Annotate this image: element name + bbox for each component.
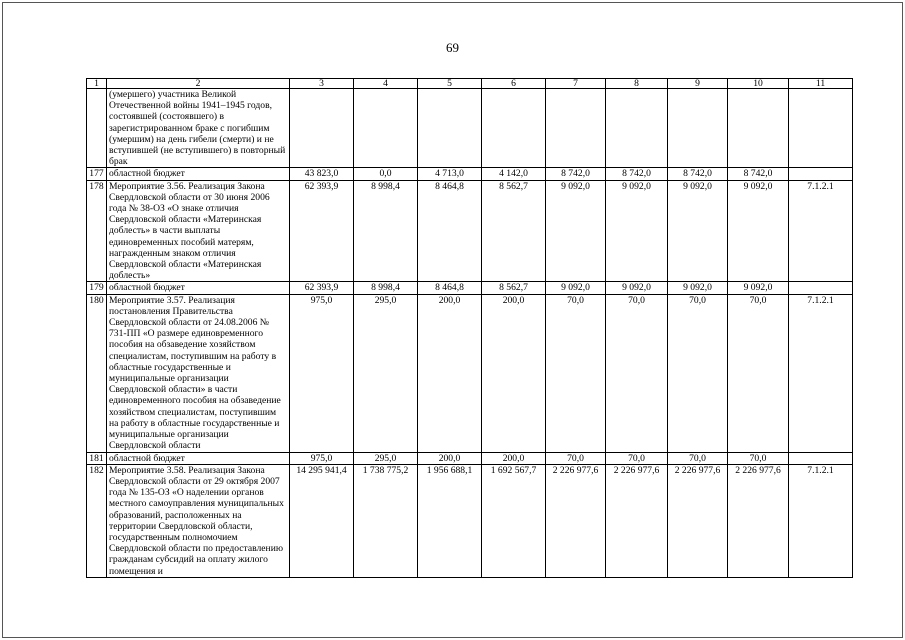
page-number: 69 <box>446 40 459 55</box>
value-cell: 2 226 977,6 <box>728 464 789 577</box>
row-number-cell <box>87 89 107 168</box>
column-header: 8 <box>606 79 668 89</box>
value-cell <box>354 89 418 168</box>
value-cell: 200,0 <box>482 452 546 464</box>
value-cell: 70,0 <box>546 294 606 452</box>
target-code-cell <box>789 452 853 464</box>
table-row <box>87 89 853 168</box>
value-cell: 8 464,8 <box>418 282 482 294</box>
value-cell: 9 092,0 <box>606 180 668 282</box>
value-cell: 295,0 <box>354 294 418 452</box>
description-cell: Мероприятие 3.56. Реализация Закона Свердловской области от 30 июня 2006 года № 38-ОЗ «О знаке отличия Свердловской области «Материнская доблесть» в части выплаты единовременных пособий матерям, награжденным знаком отличия Свердловской области «Материнская доблесть» <box>107 180 290 282</box>
value-cell: 70,0 <box>546 452 606 464</box>
value-cell: 1 692 567,7 <box>482 464 546 577</box>
row-number-cell: 178 <box>87 180 107 282</box>
value-cell: 70,0 <box>668 452 728 464</box>
target-code-cell <box>789 89 853 168</box>
table-row <box>87 180 853 282</box>
value-cell: 4 713,0 <box>418 168 482 180</box>
value-cell: 9 092,0 <box>546 180 606 282</box>
column-header: 4 <box>354 79 418 89</box>
column-header: 9 <box>668 79 728 89</box>
value-cell: 8 742,0 <box>668 168 728 180</box>
value-cell: 200,0 <box>482 294 546 452</box>
row-number-cell: 181 <box>87 452 107 464</box>
value-cell: 9 092,0 <box>546 282 606 294</box>
value-cell: 295,0 <box>354 452 418 464</box>
value-cell: 8 998,4 <box>354 180 418 282</box>
value-cell <box>728 89 789 168</box>
target-code-cell <box>789 282 853 294</box>
value-cell: 14 295 941,4 <box>290 464 354 577</box>
row-number-cell: 177 <box>87 168 107 180</box>
value-cell: 8 562,7 <box>482 282 546 294</box>
description-cell: областной бюджет <box>107 168 290 180</box>
description-cell: областной бюджет <box>107 282 290 294</box>
description-cell: Мероприятие 3.57. Реализация постановления Правительства Свердловской области от 24.08.2006 № 731-ПП «О размере единовременного пособия на обзаведение хозяйством специалистам, поступившим на работу в областные государственные и муниципальные организации Свердловской области» в части единовременного пособия на обзаведение хозяйством специалистам, поступившим на работу в областные государственные и муниципальные организации Свердловской области <box>107 294 290 452</box>
value-cell <box>290 89 354 168</box>
value-cell: 975,0 <box>290 452 354 464</box>
column-header: 10 <box>728 79 789 89</box>
value-cell: 1 738 775,2 <box>354 464 418 577</box>
row-number-cell: 180 <box>87 294 107 452</box>
value-cell: 70,0 <box>606 294 668 452</box>
value-cell <box>606 89 668 168</box>
column-header: 6 <box>482 79 546 89</box>
target-code-cell: 7.1.2.1 <box>789 464 853 577</box>
value-cell: 200,0 <box>418 452 482 464</box>
value-cell: 9 092,0 <box>668 180 728 282</box>
value-cell: 43 823,0 <box>290 168 354 180</box>
column-header: 1 <box>87 79 107 89</box>
value-cell: 8 562,7 <box>482 180 546 282</box>
target-code-cell <box>789 168 853 180</box>
value-cell: 9 092,0 <box>728 180 789 282</box>
target-code-cell: 7.1.2.1 <box>789 180 853 282</box>
row-number-cell: 179 <box>87 282 107 294</box>
description-cell: областной бюджет <box>107 452 290 464</box>
value-cell: 8 998,4 <box>354 282 418 294</box>
value-cell: 9 092,0 <box>668 282 728 294</box>
value-cell: 8 742,0 <box>606 168 668 180</box>
table-header-row <box>87 79 853 89</box>
value-cell: 2 226 977,6 <box>668 464 728 577</box>
value-cell: 0,0 <box>354 168 418 180</box>
table-row <box>87 294 853 452</box>
value-cell <box>546 89 606 168</box>
column-header: 2 <box>107 79 290 89</box>
table-row <box>87 452 853 464</box>
value-cell: 62 393,9 <box>290 282 354 294</box>
column-header: 5 <box>418 79 482 89</box>
value-cell: 8 742,0 <box>728 168 789 180</box>
table-row <box>87 464 853 577</box>
value-cell: 70,0 <box>668 294 728 452</box>
value-cell <box>418 89 482 168</box>
value-cell: 9 092,0 <box>606 282 668 294</box>
budget-table <box>86 78 853 578</box>
value-cell: 62 393,9 <box>290 180 354 282</box>
value-cell: 8 464,8 <box>418 180 482 282</box>
value-cell: 4 142,0 <box>482 168 546 180</box>
value-cell: 70,0 <box>606 452 668 464</box>
column-header: 11 <box>789 79 853 89</box>
value-cell: 70,0 <box>728 452 789 464</box>
value-cell: 2 226 977,6 <box>546 464 606 577</box>
value-cell: 8 742,0 <box>546 168 606 180</box>
column-header: 3 <box>290 79 354 89</box>
row-number-cell: 182 <box>87 464 107 577</box>
value-cell: 9 092,0 <box>728 282 789 294</box>
value-cell <box>482 89 546 168</box>
target-code-cell: 7.1.2.1 <box>789 294 853 452</box>
value-cell: 975,0 <box>290 294 354 452</box>
value-cell: 1 956 688,1 <box>418 464 482 577</box>
description-cell: (умершего) участника Великой Отечественной войны 1941–1945 годов, состоявшей (состоявшего) в зарегистрированном браке с погибшим (умершим) на день гибели (смерти) и не вступившей (не вступившего) в повторный брак <box>107 89 290 168</box>
column-header: 7 <box>546 79 606 89</box>
description-cell: Мероприятие 3.58. Реализация Закона Свердловской области от 29 октября 2007 года № 135-ОЗ «О наделении органов местного самоуправления муниципальных образований, расположенных на территории Свердловской области, государственным полномочием Свердловской области по предоставлению гражданам субсидий на оплату жилого помещения и <box>107 464 290 577</box>
value-cell: 2 226 977,6 <box>606 464 668 577</box>
value-cell: 200,0 <box>418 294 482 452</box>
value-cell: 70,0 <box>728 294 789 452</box>
table-row <box>87 168 853 180</box>
value-cell <box>668 89 728 168</box>
table-row <box>87 282 853 294</box>
